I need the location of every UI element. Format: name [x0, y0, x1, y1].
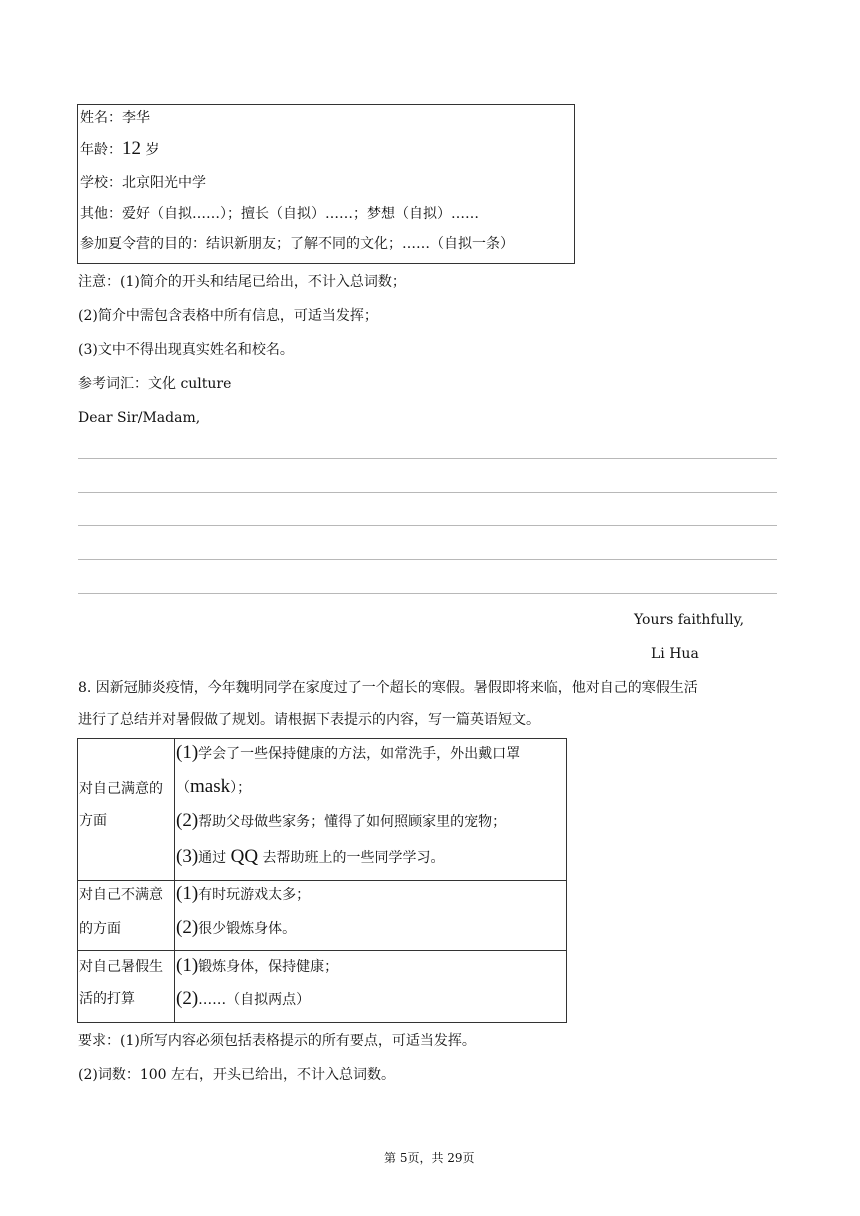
row-2-item-2-number: (2) — [176, 917, 199, 938]
table-divider — [78, 950, 566, 951]
profile-age — [80, 139, 159, 160]
writing-line — [78, 525, 777, 526]
row-2-header-b: 的方面 — [79, 921, 121, 937]
profile-table — [77, 104, 575, 264]
row-3-header-b: 活的打算 — [79, 991, 135, 1007]
row-1-item-3 — [176, 847, 445, 868]
row-1-item-1 — [176, 743, 520, 764]
vocab-note: 参考词汇：文化 culture — [78, 376, 232, 392]
letter-closing: Yours faithfully, — [634, 612, 745, 628]
page-number: 第 5页，共 29页 — [384, 1151, 475, 1165]
table-divider — [78, 880, 566, 881]
row-1-header-b: 方面 — [79, 813, 107, 829]
row-3-item-2 — [176, 989, 310, 1010]
question-8-line-2: 进行了总结并对暑假做了规划。请根据下表提示的内容，写一篇英语短文。 — [78, 712, 540, 728]
letter-signature: Li Hua — [651, 646, 699, 662]
question-8-line-1: 8. 因新冠肺炎疫情，今年魏明同学在家度过了一个超长的寒假。暑假即将来临，他对自己的寒假生活 — [78, 680, 698, 696]
profile-school: 学校：北京阳光中学 — [80, 175, 206, 191]
row-1-item-1-cont — [176, 777, 251, 798]
writing-line — [78, 492, 777, 493]
profile-other: 其他：爱好（自拟……）；擅长（自拟）……；梦想（自拟）…… — [80, 206, 479, 222]
writing-line — [78, 593, 777, 594]
row-3-item-1-number: (1) — [176, 955, 199, 976]
paren-close: ）； — [230, 780, 252, 796]
row-1-header-a: 对自己满意的 — [79, 781, 163, 797]
row-3-item-1-text: 锻炼身体，保持健康； — [198, 959, 339, 975]
row-1-item-2-number: (2) — [176, 810, 199, 831]
row-1-item-3-text-b: 去帮助班上的一些同学学习。 — [262, 850, 445, 866]
row-2-item-1 — [176, 884, 310, 905]
row-1-item-3-text-a: 通过 — [198, 850, 227, 866]
profile-purpose: 参加夏令营的目的：结识新朋友；了解不同的文化；……（自拟一条） — [80, 236, 514, 252]
note-1: 注意：(1)简介的开头和结尾已给出，不计入总词数； — [78, 274, 406, 290]
requirement-1: 要求：(1)所写内容必须包括表格提示的所有要点，可适当发挥。 — [78, 1033, 476, 1049]
mask-word: mask — [190, 776, 231, 797]
row-1-item-1-number: (1) — [176, 742, 199, 763]
requirement-2: (2)词数：100 左右，开头已给出，不计入总词数。 — [78, 1067, 396, 1083]
row-2-item-1-text: 有时玩游戏太多； — [198, 887, 311, 903]
profile-age-value: 12 — [122, 138, 141, 159]
qq-word: QQ — [230, 846, 259, 867]
row-1-item-1-text: 学会了一些保持健康的方法，如常洗手，外出戴口罩 — [198, 746, 521, 762]
plan-table — [77, 738, 567, 1023]
row-2-item-2 — [176, 918, 296, 939]
row-1-item-3-number: (3) — [176, 846, 199, 867]
row-3-item-2-text: ……（自拟两点） — [198, 992, 311, 1008]
row-2-header-a: 对自己不满意 — [79, 887, 163, 903]
note-2: (2)简介中需包含表格中所有信息，可适当发挥； — [78, 308, 378, 324]
note-3: (3)文中不得出现真实姓名和校名。 — [78, 342, 294, 358]
profile-age-label: 年龄： — [80, 142, 122, 158]
row-1-item-2-text: 帮助父母做些家务；懂得了如何照顾家里的宠物； — [198, 814, 507, 830]
letter-salutation: Dear Sir/Madam, — [78, 410, 201, 426]
profile-name: 姓名：李华 — [80, 110, 150, 126]
writing-line — [78, 458, 777, 459]
row-3-item-2-number: (2) — [176, 988, 199, 1009]
row-3-item-1 — [176, 956, 338, 977]
profile-age-unit: 岁 — [145, 142, 160, 158]
paren-open: （ — [176, 780, 190, 796]
row-2-item-1-number: (1) — [176, 883, 199, 904]
row-2-item-2-text: 很少锻炼身体。 — [198, 921, 297, 937]
row-3-header-a: 对自己暑假生 — [79, 959, 163, 975]
row-1-item-2 — [176, 811, 506, 832]
writing-line — [78, 559, 777, 560]
